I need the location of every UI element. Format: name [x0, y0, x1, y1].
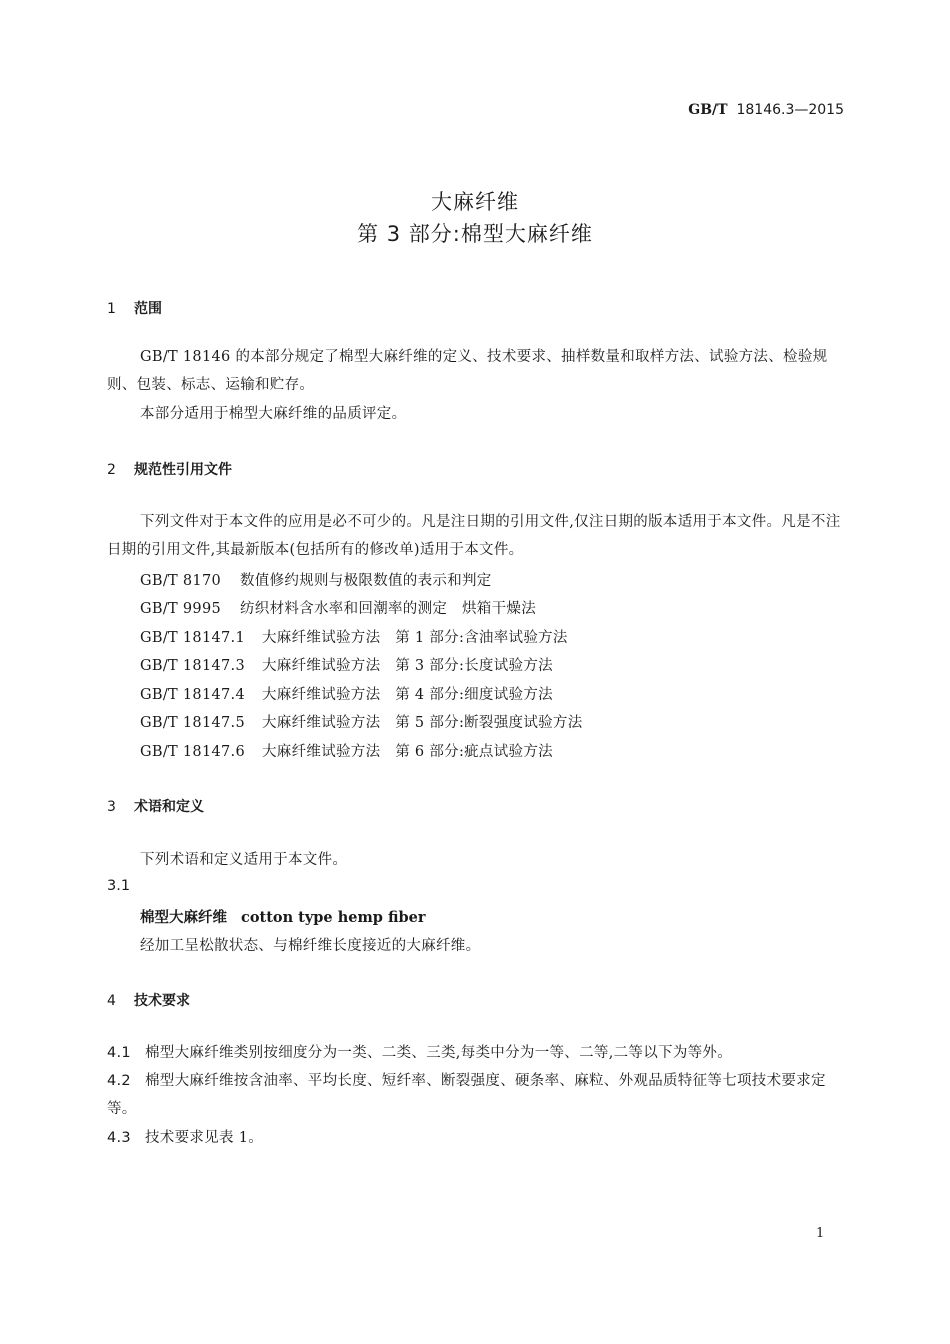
section-2-paragraph-1: 下列文件对于本文件的应用是必不可少的。凡是注日期的引用文件,仅注日期的版本适用于本文件。凡是不注日期的引用文件,其最新版本(包括所有的修改单)适用于本文件。 [107, 514, 841, 558]
section-1-paragraph-1: GB/T 18146 的本部分规定了棉型大麻纤维的定义、技术要求、抽样数量和取样方法、试验方法、检验规则、包装、标志、运输和贮存。 [107, 349, 828, 393]
term-heading [140, 906, 426, 927]
section-1-paragraph-2: 本部分适用于棉型大麻纤维的品质评定。 [140, 406, 407, 422]
clause-4-2: 4.2 棉型大麻纤维按含油率、平均长度、短纤率、断裂强度、硬条率、麻粒、外观品质特征等七项技术要求定等。 [107, 1073, 826, 1117]
term-definition: 经加工呈松散状态、与棉纤维长度接近的大麻纤维。 [140, 938, 481, 954]
section-4-heading [107, 990, 190, 1010]
section-number: 4 [107, 993, 116, 1009]
section-number: 3 [107, 799, 116, 815]
reference-item: GB/T 18147.5 大麻纤维试验方法 第 5 部分:断裂强度试验方法 [140, 715, 583, 731]
section-title: 范围 [134, 301, 162, 317]
reference-item: GB/T 18147.1 大麻纤维试验方法 第 1 部分:含油率试验方法 [140, 630, 568, 646]
term-number: 3.1 [107, 878, 131, 894]
standard-number [688, 102, 844, 118]
page-number: 1 [816, 1226, 825, 1241]
section-number: 1 [107, 301, 116, 317]
standard-code: 18146.3—2015 [736, 102, 844, 118]
document-subtitle: 第 3 部分:棉型大麻纤维 [357, 222, 593, 246]
reference-item: GB/T 18147.6 大麻纤维试验方法 第 6 部分:疵点试验方法 [140, 744, 553, 760]
section-2-heading [107, 459, 232, 479]
reference-item: GB/T 18147.3 大麻纤维试验方法 第 3 部分:长度试验方法 [140, 658, 553, 674]
standard-prefix: GB/T [688, 102, 728, 118]
clause-4-3: 4.3 技术要求见表 1。 [107, 1130, 264, 1146]
term-english: cotton type hemp fiber [241, 909, 426, 926]
document-title: 大麻纤维 [431, 190, 519, 214]
clause-4-1: 4.1 棉型大麻纤维类别按细度分为一类、二类、三类,每类中分为一等、二等,二等以下为等外。 [107, 1045, 733, 1061]
section-title: 规范性引用文件 [134, 462, 232, 478]
section-title: 术语和定义 [134, 799, 204, 815]
section-title: 技术要求 [134, 993, 190, 1009]
reference-item: GB/T 8170 数值修约规则与极限数值的表示和判定 [140, 573, 492, 589]
section-3-paragraph-1: 下列术语和定义适用于本文件。 [140, 852, 348, 868]
section-number: 2 [107, 462, 116, 478]
reference-item: GB/T 18147.4 大麻纤维试验方法 第 4 部分:细度试验方法 [140, 687, 553, 703]
section-1-heading [107, 298, 162, 318]
reference-item: GB/T 9995 纺织材料含水率和回潮率的测定 烘箱干燥法 [140, 601, 536, 617]
section-3-heading [107, 796, 204, 816]
term-chinese: 棉型大麻纤维 [140, 909, 227, 926]
